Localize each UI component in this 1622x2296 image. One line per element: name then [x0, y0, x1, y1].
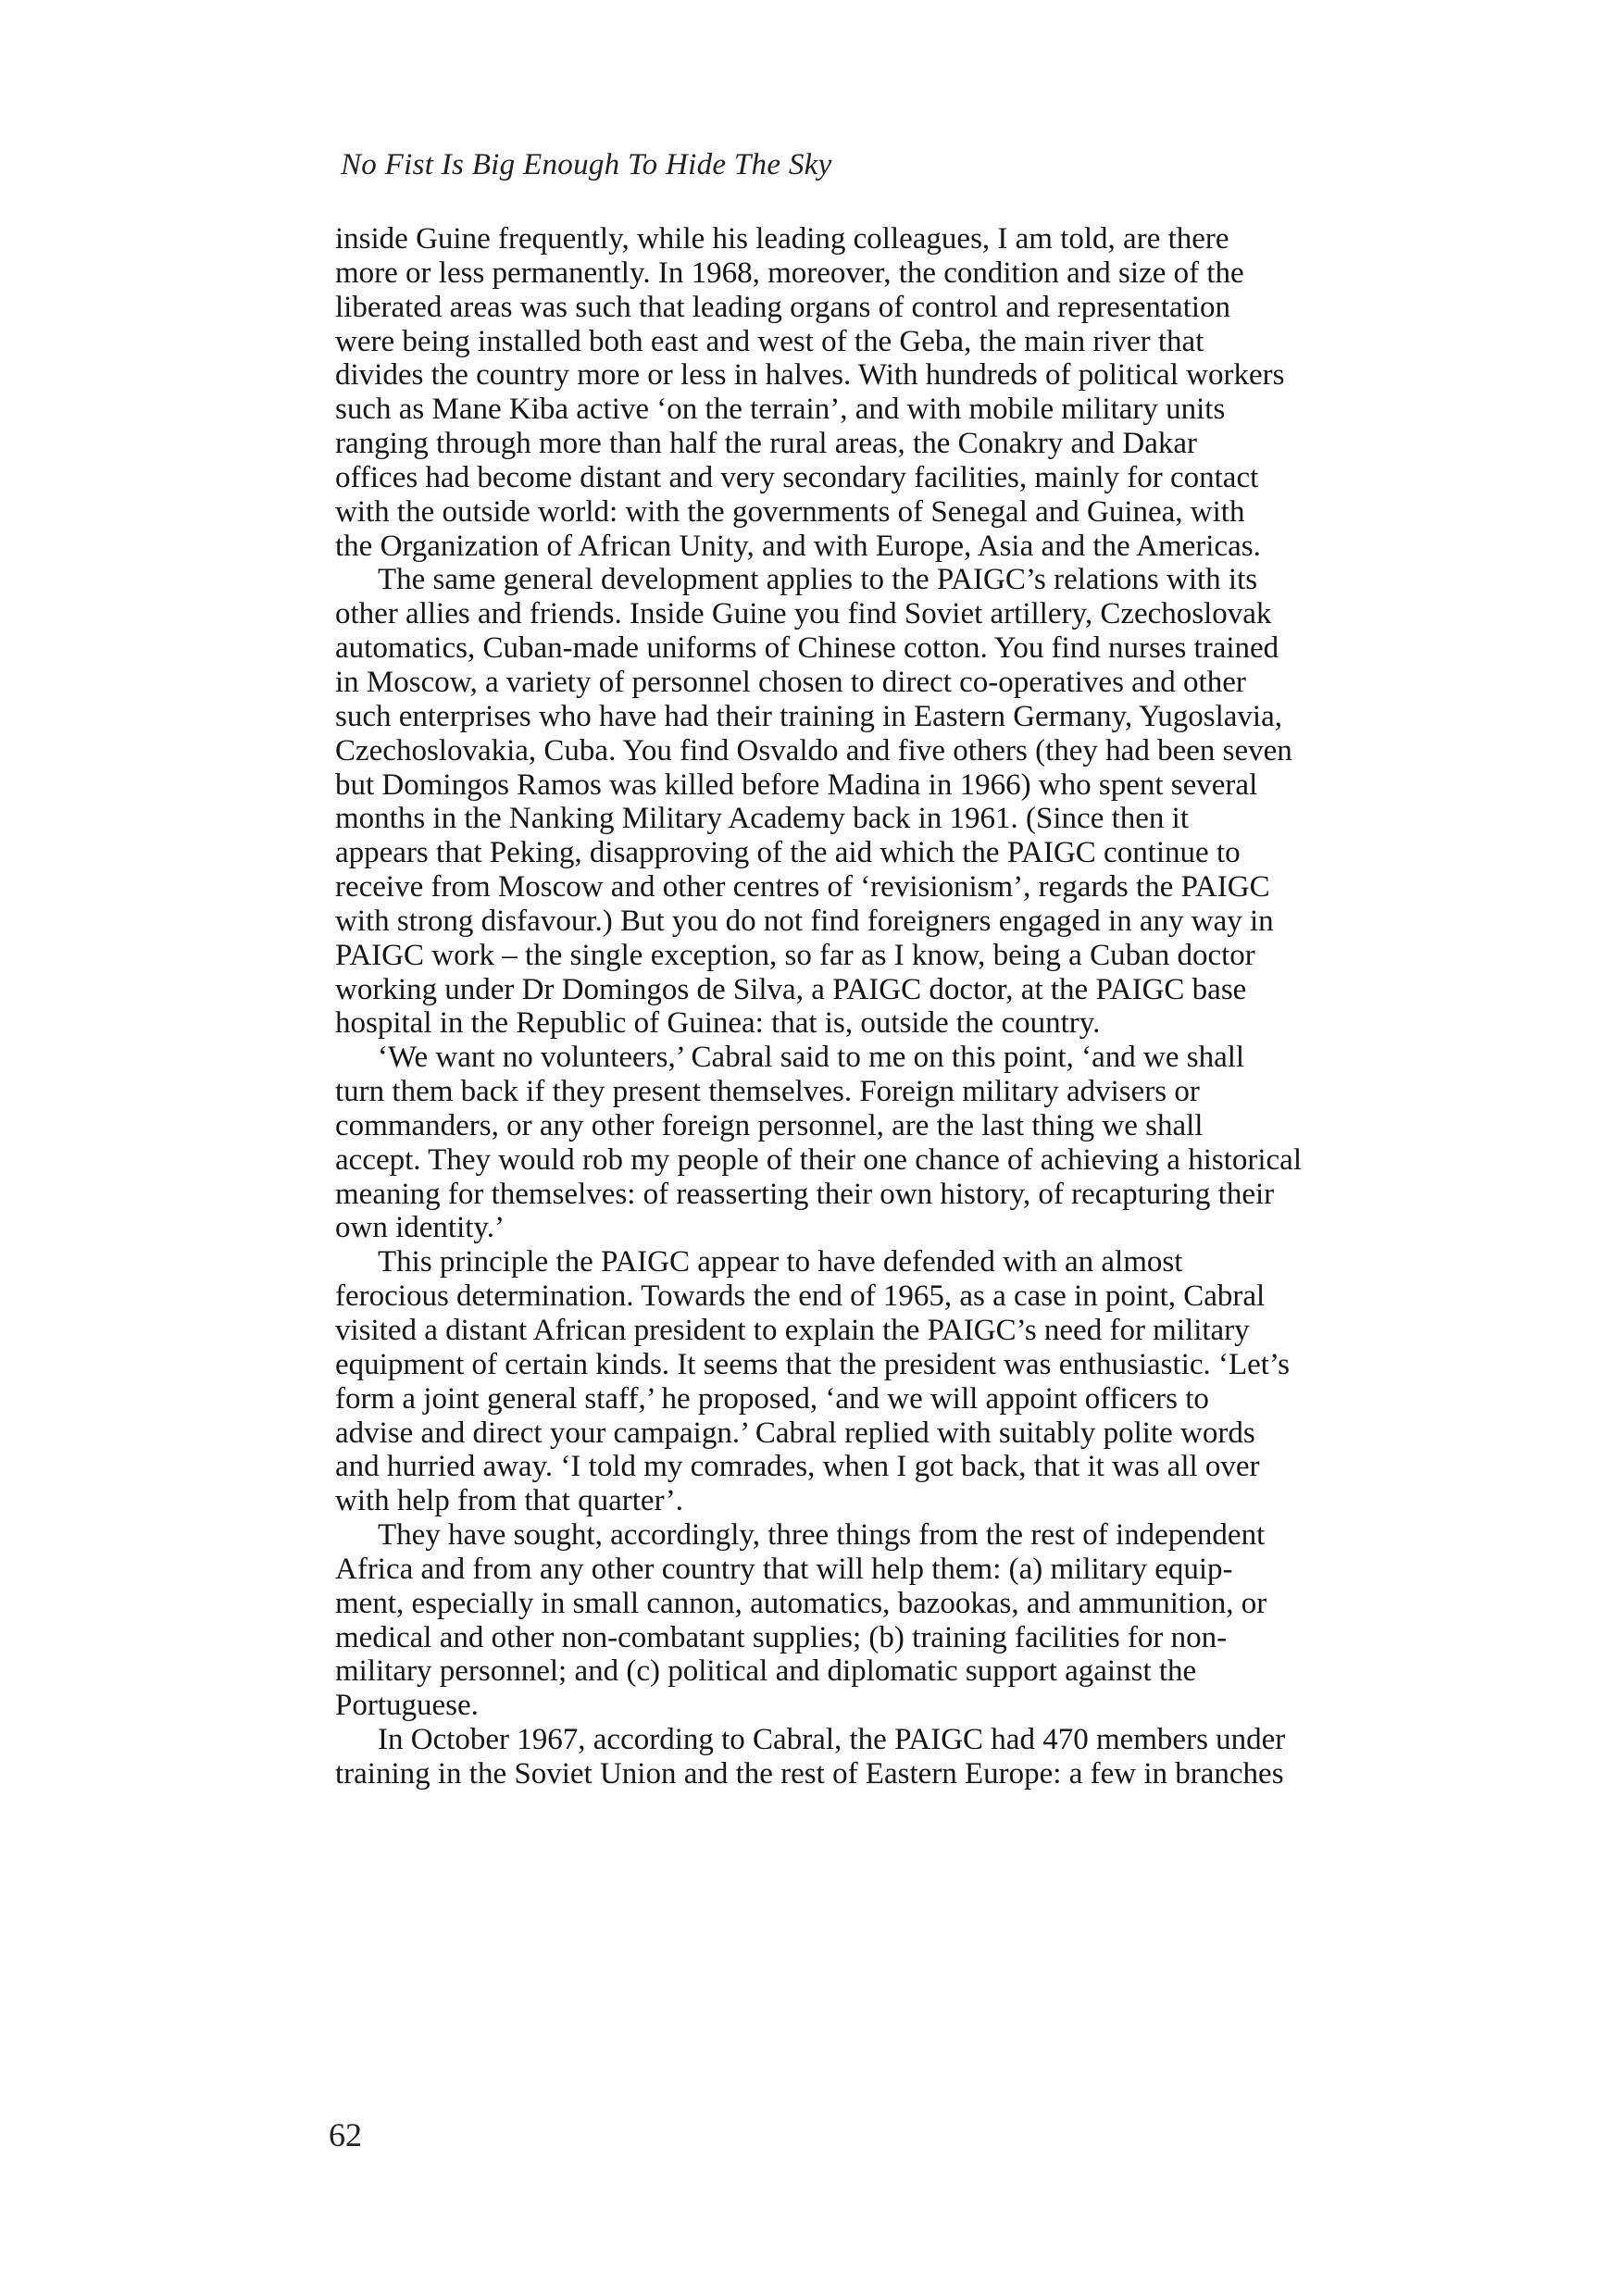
text-line: form a joint general staff,’ he proposed, ‘and we will appoint officers to — [335, 1381, 1209, 1416]
text-line: own identity.’ — [335, 1211, 505, 1245]
text-line: and hurried away. ‘I told my comrades, when I got back, that it was all over — [335, 1450, 1260, 1484]
text-line: ferocious determination. Towards the end of 1965, as a case in point, Cabral — [335, 1279, 1266, 1314]
paragraph-6 — [335, 1723, 1446, 1791]
running-head: No Fist Is Big Enough To Hide The Sky — [341, 148, 832, 181]
text-line: training in the Soviet Union and the rest of Eastern Europe: a few in branches — [335, 1756, 1284, 1791]
text-line: ‘We want no volunteers,’ Cabral said to me on this point, ‘and we shall — [378, 1041, 1245, 1075]
text-line: In October 1967, according to Cabral, the PAIGC had 470 members under — [378, 1723, 1286, 1757]
text-line: but Domingos Ramos was killed before Madina in 1966) who spent several — [335, 767, 1258, 802]
text-line: ranging through more than half the rural areas, the Conakry and Dakar — [335, 427, 1197, 461]
text-line: such enterprises who have had their training in Eastern Germany, Yugoslavia, — [335, 699, 1282, 733]
text-line: in Moscow, a variety of personnel chosen to direct co-operatives and other — [335, 665, 1246, 699]
text-line: appears that Peking, disapproving of the aid which the PAIGC continue to — [335, 836, 1241, 870]
text-line: They have sought, accordingly, three things from the rest of independent — [378, 1518, 1266, 1553]
text-line: Portuguese. — [335, 1689, 479, 1723]
text-line: Africa and from any other country that will help them: (a) military equip- — [335, 1552, 1233, 1586]
body-text — [335, 222, 1446, 1791]
text-line: were being installed both east and west of the Geba, the main river that — [335, 324, 1204, 358]
text-line: turn them back if they present themselves. Foreign military advisers or — [335, 1075, 1200, 1109]
text-line: This principle the PAIGC appear to have defended with an almost — [378, 1245, 1183, 1279]
text-line: receive from Moscow and other centres of ‘revisionism’, regards the PAIGC — [335, 870, 1270, 905]
text-line: working under Dr Domingos de Silva, a PAIGC doctor, at the PAIGC base — [335, 972, 1247, 1006]
text-line: offices had become distant and very secondary facilities, mainly for contact — [335, 460, 1259, 494]
text-line: inside Guine frequently, while his leading colleagues, I am told, are there — [335, 222, 1229, 256]
text-line: such as Mane Kiba active ‘on the terrain’, and with mobile military units — [335, 393, 1226, 427]
text-line: accept. They would rob my people of their one chance of achieving a historical — [335, 1142, 1302, 1177]
text-line: divides the country more or less in halves. With hundreds of political workers — [335, 358, 1285, 393]
text-line: automatics, Cuban-made uniforms of Chinese cotton. You find nurses trained — [335, 631, 1279, 666]
text-line: liberated areas was such that leading organs of control and representation — [335, 290, 1231, 324]
page-number: 62 — [329, 2116, 362, 2153]
text-line: meaning for themselves: of reasserting their own history, of recapturing their — [335, 1177, 1275, 1211]
text-line: with help from that quarter’. — [335, 1484, 684, 1518]
text-line: The same general development applies to the PAIGC’s relations with its — [378, 563, 1258, 597]
text-line: months in the Nanking Military Academy back in 1961. (Since then it — [335, 802, 1190, 836]
paragraph-2 — [335, 563, 1446, 1041]
text-line: the Organization of African Unity, and with Europe, Asia and the Americas. — [335, 529, 1261, 563]
text-line: PAIGC work – the single exception, so far as I know, being a Cuban doctor — [335, 938, 1255, 972]
text-line: visited a distant African president to explain the PAIGC’s need for military — [335, 1314, 1250, 1347]
paragraph-5 — [335, 1518, 1446, 1723]
text-line: equipment of certain kinds. It seems that the president was enthusiastic. ‘Let’s — [335, 1347, 1290, 1381]
paragraph-1 — [335, 222, 1446, 563]
paragraph-4 — [335, 1245, 1446, 1518]
text-line: ment, especially in small cannon, automatics, bazookas, and ammunition, or — [335, 1586, 1267, 1620]
text-line: advise and direct your campaign.’ Cabral replied with suitably polite words — [335, 1416, 1255, 1450]
text-line: medical and other non-combatant supplies; (b) training facilities for non- — [335, 1620, 1228, 1654]
text-line: Czechoslovakia, Cuba. You find Osvaldo and five others (they had been seven — [335, 733, 1292, 767]
text-line: with the outside world: with the governments of Senegal and Guinea, with — [335, 494, 1245, 529]
text-line: military personnel; and (c) political and diplomatic support against the — [335, 1654, 1197, 1689]
text-line: hospital in the Republic of Guinea: that is, outside the country. — [335, 1006, 1101, 1041]
text-line: with strong disfavour.) But you do not find foreigners engaged in any way in — [335, 904, 1274, 938]
text-line: more or less permanently. In 1968, moreover, the condition and size of the — [335, 256, 1244, 290]
text-line: other allies and friends. Inside Guine you find Soviet artillery, Czechoslovak — [335, 597, 1272, 631]
paragraph-3 — [335, 1041, 1446, 1245]
text-line: commanders, or any other foreign personnel, are the last thing we shall — [335, 1108, 1204, 1142]
